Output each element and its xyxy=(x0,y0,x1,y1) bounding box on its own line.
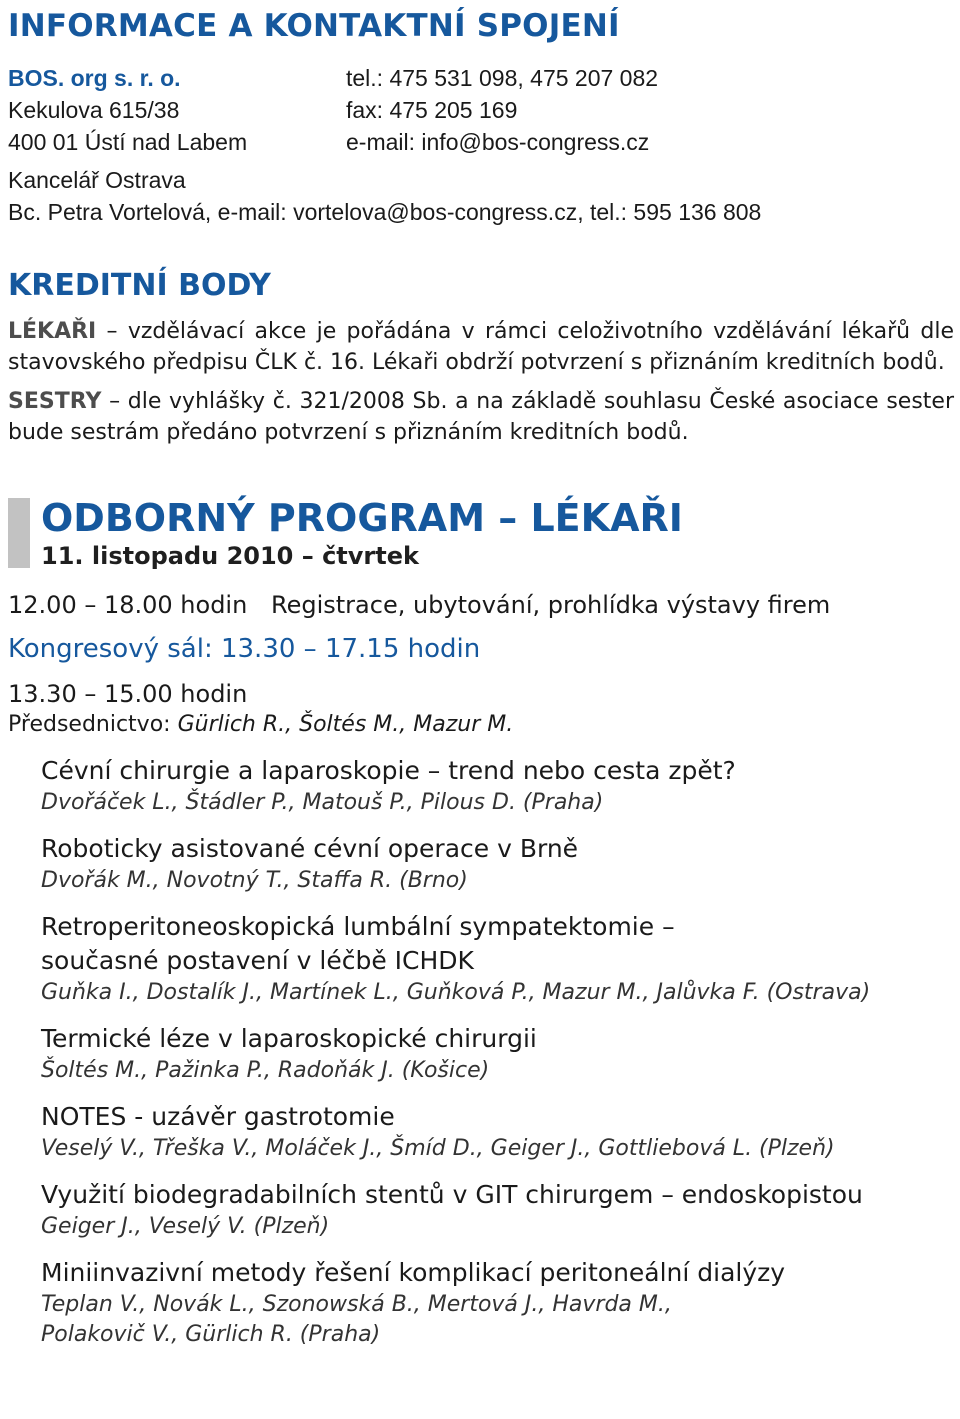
program-heading: ODBORNÝ PROGRAM – LÉKAŘI xyxy=(41,496,683,540)
talk-title: Termické léze v laparoskopické chirurgii xyxy=(41,1024,537,1053)
registration-row xyxy=(8,588,954,622)
chairs-line xyxy=(8,710,954,740)
info-heading: INFORMACE A KONTAKTNÍ SPOJENÍ xyxy=(8,8,620,44)
street-address: Kekulova 615/38 xyxy=(8,97,180,123)
nurses-label: SESTRY xyxy=(8,389,102,414)
company-name: BOS. org s. r. o. xyxy=(8,65,181,91)
talk-item xyxy=(41,1022,954,1086)
talk-title: Využití biodegradabilních stentů v GIT chirurgem – endoskopistou xyxy=(41,1180,863,1209)
talk-authors: Dvořáček L., Štádler P., Matouš P., Pilous D. (Praha) xyxy=(41,790,604,815)
office-contact: Bc. Petra Vortelová, e-mail: vortelova@bos-congress.cz, tel.: 595 136 808 xyxy=(8,199,762,225)
fax-line: fax: 475 205 169 xyxy=(346,97,518,123)
credits-doctors xyxy=(8,316,954,378)
registration-text: Registrace, ubytování, prohlídka výstavy firem xyxy=(271,591,831,619)
talk-authors: Dvořák M., Novotný T., Staffa R. (Brno) xyxy=(41,868,468,893)
talk-title: NOTES - uzávěr gastrotomie xyxy=(41,1102,395,1131)
city-address: 400 01 Ústí nad Labem xyxy=(8,129,248,155)
block-time: 13.30 – 15.00 hodin xyxy=(8,680,248,708)
talk-title: Cévní chirurgie a laparoskopie – trend nebo cesta zpět? xyxy=(41,756,736,785)
contact-row xyxy=(8,126,954,158)
talk-title: Retroperitoneoskopická lumbální sympatektomie – současné postavení v léčbě ICHDK xyxy=(41,912,675,975)
talk-list xyxy=(8,754,954,1350)
talk-item xyxy=(41,754,954,818)
hall-title: Kongresový sál: 13.30 – 17.15 hodin xyxy=(8,634,481,664)
phone-line: tel.: 475 531 098, 475 207 082 xyxy=(346,65,659,91)
talk-authors: Veselý V., Třeška V., Moláček J., Šmíd D., Geiger J., Gottliebová L. (Plzeň) xyxy=(41,1136,835,1161)
talk-authors: Šoltés M., Pažinka P., Radoňák J. (Košice) xyxy=(41,1058,490,1083)
talk-item xyxy=(41,1256,954,1350)
doctors-text: – vzdělávací akce je pořádána v rámci celoživotního vzdělávání lékařů dle stavovského předpisu ČLK č. 16. Lékaři obdrží potvrzení s přiznáním kreditních bodů. xyxy=(8,319,954,375)
registration-time: 12.00 – 18.00 hodin xyxy=(8,591,248,619)
talk-item xyxy=(41,832,954,896)
contact-block xyxy=(8,62,954,228)
contact-row xyxy=(8,94,954,126)
talk-item xyxy=(41,1178,954,1242)
talk-authors: Guňka I., Dostalík J., Martínek L., Guňková P., Mazur M., Jalůvka F. (Ostrava) xyxy=(41,980,871,1005)
credits-heading: KREDITNÍ BODY xyxy=(8,268,271,303)
program-date: 11. listopadu 2010 – čtvrtek xyxy=(41,542,419,570)
section-marker-bar xyxy=(8,498,30,568)
email-line: e-mail: info@bos-congress.cz xyxy=(346,129,650,155)
document-page xyxy=(8,0,954,1364)
talk-authors: Geiger J., Veselý V. (Plzeň) xyxy=(41,1214,330,1239)
program-section-header xyxy=(8,496,954,572)
talk-authors: Teplan V., Novák L., Szonowská B., Mertová J., Havrda M., Polakovič V., Gürlich R. (Praha) xyxy=(41,1292,672,1347)
doctors-label: LÉKAŘI xyxy=(8,319,97,344)
talk-item xyxy=(41,1100,954,1164)
chairs-label: Předsednictvo: xyxy=(8,712,171,737)
nurses-text: – dle vyhlášky č. 321/2008 Sb. a na základě souhlasu České asociace sester bude sestrám předáno potvrzení s přiznáním kreditních bodů. xyxy=(8,389,954,445)
chairs-names: Gürlich R., Šoltés M., Mazur M. xyxy=(170,712,514,737)
office-title: Kancelář Ostrava xyxy=(8,167,186,193)
contact-row xyxy=(8,62,954,94)
talk-item xyxy=(41,910,954,1008)
credits-nurses xyxy=(8,386,954,448)
talk-title: Miniinvazivní metody řešení komplikací peritoneální dialýzy xyxy=(41,1258,786,1287)
talk-title: Roboticky asistované cévní operace v Brně xyxy=(41,834,579,863)
